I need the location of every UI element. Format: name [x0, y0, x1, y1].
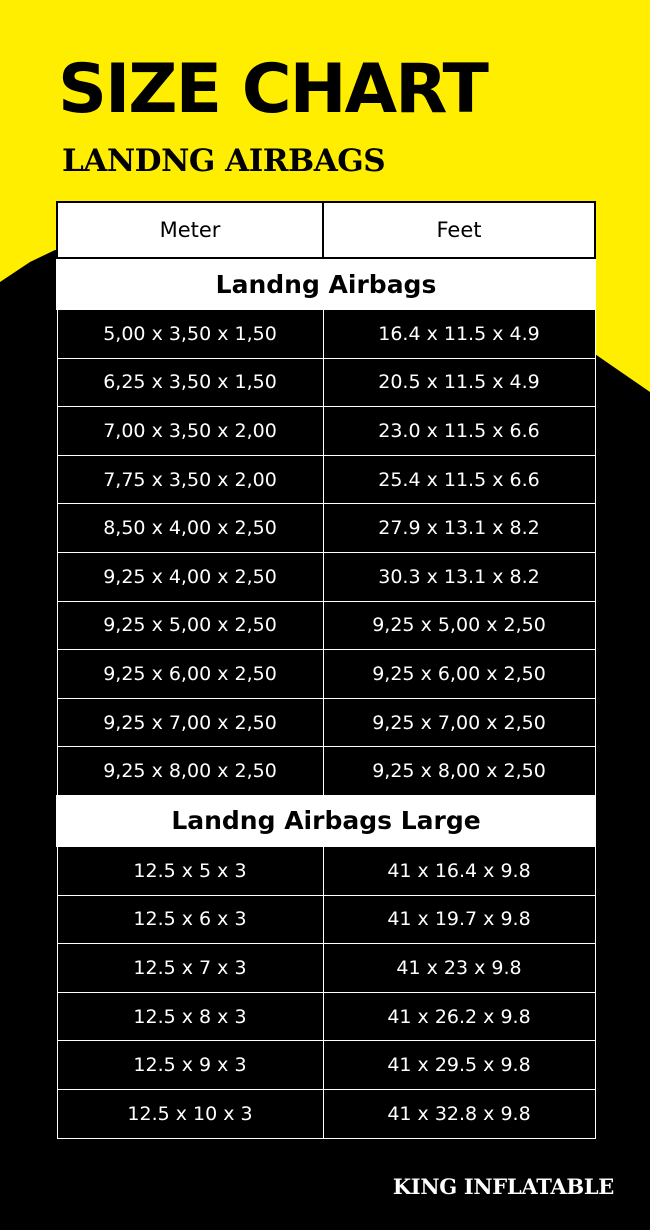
- section-header-row: [57, 258, 595, 310]
- table-row: [57, 944, 595, 993]
- cell-feet: 16.4 x 11.5 x 4.9: [323, 310, 595, 359]
- cell-meter: 12.5 x 6 x 3: [57, 895, 323, 944]
- brand-name: KING INFLATABLE: [392, 1174, 614, 1199]
- cell-feet: 30.3 x 13.1 x 8.2: [323, 552, 595, 601]
- cell-meter: 9,25 x 4,00 x 2,50: [57, 552, 323, 601]
- cell-feet: 20.5 x 11.5 x 4.9: [323, 358, 595, 407]
- table-row: [57, 601, 595, 650]
- cell-meter: 12.5 x 5 x 3: [57, 846, 323, 895]
- cell-meter: 6,25 x 3,50 x 1,50: [57, 358, 323, 407]
- table-row: [57, 504, 595, 553]
- cell-feet: 9,25 x 6,00 x 2,50: [323, 650, 595, 699]
- table-row: [57, 407, 595, 456]
- table-row: [57, 310, 595, 359]
- page-subtitle: LANDNG AIRBAGS: [62, 143, 386, 179]
- cell-feet: 41 x 32.8 x 9.8: [323, 1089, 595, 1138]
- cell-meter: 9,25 x 8,00 x 2,50: [57, 747, 323, 796]
- section-title: Landng Airbags: [57, 258, 595, 310]
- cell-meter: 5,00 x 3,50 x 1,50: [57, 310, 323, 359]
- cell-feet: 41 x 23 x 9.8: [323, 944, 595, 993]
- cell-feet: 9,25 x 7,00 x 2,50: [323, 698, 595, 747]
- cell-feet: 9,25 x 5,00 x 2,50: [323, 601, 595, 650]
- page-title: SIZE CHART: [58, 50, 487, 129]
- cell-feet: 23.0 x 11.5 x 6.6: [323, 407, 595, 456]
- cell-meter: 9,25 x 6,00 x 2,50: [57, 650, 323, 699]
- table-row: [57, 1041, 595, 1090]
- cell-feet: 41 x 29.5 x 9.8: [323, 1041, 595, 1090]
- cell-meter: 8,50 x 4,00 x 2,50: [57, 504, 323, 553]
- table-row: [57, 747, 595, 796]
- table-row: [57, 552, 595, 601]
- cell-meter: 12.5 x 9 x 3: [57, 1041, 323, 1090]
- cell-meter: 7,00 x 3,50 x 2,00: [57, 407, 323, 456]
- cell-feet: 41 x 26.2 x 9.8: [323, 992, 595, 1041]
- table-row: [57, 455, 595, 504]
- cell-meter: 7,75 x 3,50 x 2,00: [57, 455, 323, 504]
- table-row: [57, 895, 595, 944]
- cell-meter: 12.5 x 8 x 3: [57, 992, 323, 1041]
- table-row: [57, 992, 595, 1041]
- cell-feet: 9,25 x 8,00 x 2,50: [323, 747, 595, 796]
- table-row: [57, 698, 595, 747]
- table-row: [57, 1089, 595, 1138]
- cell-feet: 27.9 x 13.1 x 8.2: [323, 504, 595, 553]
- cell-meter: 12.5 x 10 x 3: [57, 1089, 323, 1138]
- table-body: [57, 258, 595, 1138]
- cell-feet: 41 x 19.7 x 9.8: [323, 895, 595, 944]
- cell-feet: 41 x 16.4 x 9.8: [323, 846, 595, 895]
- table-row: [57, 846, 595, 895]
- table-row: [57, 358, 595, 407]
- cell-meter: 9,25 x 7,00 x 2,50: [57, 698, 323, 747]
- column-header-feet: Feet: [323, 202, 595, 258]
- section-title: Landng Airbags Large: [57, 795, 595, 846]
- size-table: [56, 201, 596, 1139]
- table-row: [57, 650, 595, 699]
- cell-feet: 25.4 x 11.5 x 6.6: [323, 455, 595, 504]
- cell-meter: 9,25 x 5,00 x 2,50: [57, 601, 323, 650]
- cell-meter: 12.5 x 7 x 3: [57, 944, 323, 993]
- column-header-meter: Meter: [57, 202, 323, 258]
- section-header-row: [57, 795, 595, 846]
- table-header-row: [57, 202, 595, 258]
